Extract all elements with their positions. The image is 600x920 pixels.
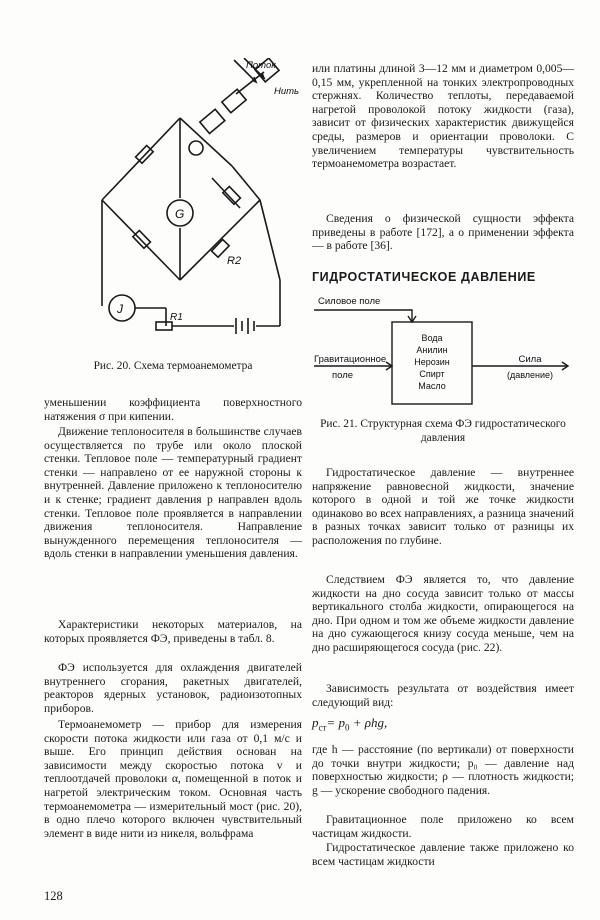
label-j: J xyxy=(117,302,123,316)
box-item: Вода xyxy=(421,333,443,343)
left-paragraph-1: уменьшении коэффициента поверхностного натяжения σ при кипении. xyxy=(44,396,302,423)
left-paragraph-3: Характеристики некоторых материалов, на которых проявляется ФЭ, приведены в табл. 8. xyxy=(44,618,302,645)
box-item: Анилин xyxy=(416,345,448,355)
label-r1: R1 xyxy=(170,312,183,323)
right-paragraph-7: Гравитационное поле приложено ко всем частицам жидкости. xyxy=(312,813,574,840)
left-paragraph-4: ФЭ используется для охлаждения двигателей внутреннего сгорания, ракетных двигателей, реакторов ядерных установок, радиоизотопных приборов. xyxy=(44,661,302,715)
resistor-left-bottom xyxy=(133,230,151,248)
label-r2: R2 xyxy=(227,255,242,267)
label-wire: Нить xyxy=(274,86,300,97)
label-flow: Поток xyxy=(246,60,276,71)
box-item: Нерозин xyxy=(414,357,450,367)
right-paragraph-3: Гидростатическое давление — внутреннее напряжение равновесной жидкости, значение которого в одной и той же точке жидкости одинаково во всех направлениях, а разница значений в разных точках зависит только от разницы их расположения по глубине. xyxy=(312,466,574,547)
left-paragraph-5: Термоанемометр — прибор для измерения скорости потока жидкости или газа от 0,1 м/с и выше. Его принцип действия основан на зависимости между скоростью потока v и теплоотдачей проволоки α, помещенной в поток и нагретой электрическим током. Основная часть термоанемометра — измерительный мост (рис. 20), в одно плечо которого включен чувствительный элемент в виде нити из никеля, вольфрама xyxy=(44,718,302,840)
probe-sensor xyxy=(189,141,203,155)
formula-rhs-sub: 0 xyxy=(344,722,350,733)
figure-21-caption: Рис. 21. Структурная схема ФЭ гидростатического давления xyxy=(320,418,566,444)
input-gravity-line2: поле xyxy=(332,370,354,381)
formula-lhs-sub: ст xyxy=(318,722,327,733)
right-paragraph-5: Зависимость результата от воздействия имеет следующий вид: xyxy=(312,682,574,709)
page-number: 128 xyxy=(44,889,63,903)
box-item: Масло xyxy=(418,381,446,391)
figure-21-scheme xyxy=(312,292,574,410)
right-paragraph-2: Сведения о физической сущности эффекта приведены в работе [172], а о применении эффекта — в работе [36]. xyxy=(312,212,574,253)
formula-lhs: p xyxy=(312,715,319,730)
resistor-r1 xyxy=(156,322,172,330)
bridge-arm-top-right xyxy=(180,118,232,166)
formula xyxy=(312,715,387,733)
box-item: Спирт xyxy=(419,369,445,379)
label-g: G xyxy=(175,207,185,221)
output-line1: Сила xyxy=(518,354,542,365)
bridge-arm-top-left xyxy=(102,118,180,200)
figure-20-circuit xyxy=(84,58,314,348)
right-paragraph-1: или платины длиной 3—12 мм и диаметром 0,005—0,15 мм, укрепленной на тонких электропроводных стержнях. Количество теплоты, передаваемой нагретой проволокой потоку жидкости (газа), зависит от физических характеристик движущейся среды, размеров и ориентации проволоки. С увеличением температуры чувствительность термоанемометра возрастает. xyxy=(312,62,574,171)
input-force-field: Силовое поле xyxy=(318,296,381,307)
right-paragraph-6: где h — расстояние (по вертикали) от поверхности до точки внутри жидкости; p₀ — давление над поверхностью жидкости; ρ — плотность жидкости; g — ускорение свободного падения. xyxy=(312,743,574,797)
output-line2: (давление) xyxy=(506,370,554,380)
left-paragraph-2: Движение теплоносителя в большинстве случаев осуществляется по трубе или около плоской стенки. Тепловое поле — температурный градиент стенки — направлено от ее наружной стороны к внутренней. Давление приложено к теплоносителю и к стенке; градиент давления p направлен вдоль стенки. Тепловое поле проявляется в направлении движения теплоносителя. Направление вынужденного перемещения теплоносителя — вдоль стенки в направлении уменьшения давления. xyxy=(44,425,302,561)
right-paragraph-8: Гидростатическое давление также приложено ко всем частицам жидкости xyxy=(312,841,574,868)
input-gravity-line1: Гравитационное xyxy=(314,354,387,365)
formula-rhs-b: + ρhg, xyxy=(349,715,388,730)
formula-rhs-a: = p xyxy=(326,715,345,730)
right-paragraph-4: Следствием ФЭ является то, что давление жидкости на дно сосуда зависит только от массы вертикального столба жидкости, опирающегося на дно. При одном и том же объеме жидкости давление на дно сужающегося книзу сосуда меньше, чем на дно расширяющегося сосуда (рис. 22). xyxy=(312,573,574,654)
figure-20-caption: Рис. 20. Схема термоанемометра xyxy=(93,360,253,372)
section-title: ГИДРОСТАТИЧЕСКОЕ ДАВЛЕНИЕ xyxy=(312,270,536,284)
